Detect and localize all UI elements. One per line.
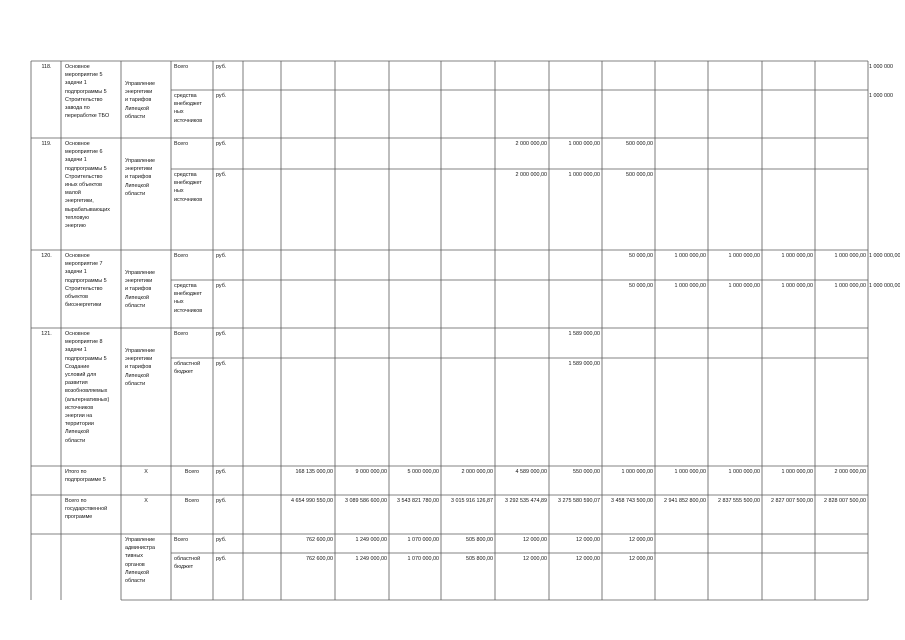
- row-executor: Управление энергетики и тарифов Липецкой области: [125, 270, 155, 309]
- amount-cell: 505 800,00: [466, 556, 493, 562]
- row-number: 121.: [41, 331, 52, 337]
- subtotal-amount: 2 000 000,00: [834, 469, 866, 475]
- subtotal-amount: 9 000 000,00: [355, 469, 387, 475]
- unit: руб.: [216, 361, 227, 367]
- amount-cell: 1 249 000,00: [355, 537, 387, 543]
- subtotal-amount: 1 000 000,00: [674, 469, 706, 475]
- row-number: 119.: [41, 141, 52, 147]
- subtotal-amount: 1 000 000,00: [621, 469, 653, 475]
- total-amount: 4 654 990 550,00: [291, 498, 333, 504]
- funding-source: Всего: [174, 537, 189, 543]
- subtotal-amount: 4 589 000,00: [515, 469, 547, 475]
- amount-cell: 12 000,00: [629, 537, 653, 543]
- amount-cell: 12 000,00: [523, 556, 547, 562]
- row-number: 118.: [41, 64, 52, 70]
- total-amount: 2 941 852 800,00: [664, 498, 706, 504]
- amount-cell: 1 000 000,00: [834, 283, 866, 289]
- subtotal-source: Всего: [184, 469, 200, 475]
- funding-source: Всего: [174, 64, 189, 70]
- amount-cell: 1 000 000,00: [674, 283, 706, 289]
- subtotal-amount: 2 000 000,00: [461, 469, 493, 475]
- amount-cell: 505 800,00: [466, 537, 493, 543]
- unit: руб.: [216, 172, 227, 178]
- amount-cell: 762 600,00: [306, 537, 333, 543]
- funding-source: областной бюджет: [174, 361, 201, 376]
- amount-cell: 50 000,00: [629, 253, 653, 259]
- amount-cell: 1 000 000,00: [834, 253, 866, 259]
- amount-cell: 1 070 000,00: [407, 537, 439, 543]
- unit: руб.: [216, 283, 227, 289]
- amount-cell: 1 000 000,00: [728, 283, 760, 289]
- amount-cell: 2 000 000,00: [515, 172, 547, 178]
- unit: руб.: [216, 93, 227, 99]
- total-amount: 2 827 007 500,00: [771, 498, 813, 504]
- funding-source: средства внебюджет ных источников: [174, 93, 203, 124]
- funding-source: Всего: [174, 141, 189, 147]
- amount-cell: 500 000,00: [626, 141, 653, 147]
- amount-cell: 1 589 000,00: [568, 331, 600, 337]
- amount-cell: 1 070 000,00: [407, 556, 439, 562]
- total-amount: 3 543 821 780,00: [397, 498, 439, 504]
- unit: руб.: [216, 331, 227, 337]
- row-executor: Управление энергетики и тарифов Липецкой области: [125, 81, 155, 120]
- row-executor: Управление энергетики и тарифов Липецкой области: [125, 158, 155, 197]
- row-title: Основное мероприятие 6 задачи 1 подпрограммы 5 Строительство иных объектов малой энергетики, вырабатывающих тепловую энергию: [65, 141, 110, 230]
- funding-source: Всего: [174, 253, 189, 259]
- unit: руб.: [216, 556, 227, 562]
- subtotal-amount: 5 000 000,00: [407, 469, 439, 475]
- amount-cell: 1 000 000,00: [781, 253, 813, 259]
- funding-source: областной бюджет: [174, 556, 201, 571]
- unit: руб.: [216, 537, 227, 543]
- row-title: Основное мероприятие 8 задачи 1 подпрограммы 5 Создание условий для развития возобновляемых (альтернативных) источников энергии на территории Липецкой области: [65, 331, 110, 444]
- total-executor: Х: [144, 498, 148, 504]
- unit: руб.: [216, 253, 227, 259]
- amount-cell: 1 000 000: [869, 64, 893, 70]
- row-number: 120.: [41, 253, 52, 259]
- row-executor: Управление энергетики и тарифов Липецкой области: [125, 348, 155, 387]
- subtotal-executor: Х: [144, 469, 148, 475]
- total-title: Всего по государственной программе: [65, 498, 108, 521]
- total-amount: 2 828 007 500,00: [824, 498, 866, 504]
- amount-cell: 12 000,00: [523, 537, 547, 543]
- amount-cell: 12 000,00: [576, 537, 600, 543]
- amount-cell: 1 000 000: [869, 93, 893, 99]
- total-amount: 3 089 586 600,00: [345, 498, 387, 504]
- total-amount: 3 292 535 474,89: [505, 498, 547, 504]
- total-amount: 3 275 580 590,07: [558, 498, 600, 504]
- amount-cell: 1 000 000,00: [728, 253, 760, 259]
- amount-cell: 50 000,00: [629, 283, 653, 289]
- amount-cell: 2 000 000,00: [515, 141, 547, 147]
- unit: руб.: [216, 141, 227, 147]
- total-amount: 2 837 555 500,00: [718, 498, 760, 504]
- amount-cell: 1 000 000,00: [781, 283, 813, 289]
- row-title: Основное мероприятие 5 задачи 1 подпрограммы 5 Строительство завода по переработке ТБО: [65, 64, 110, 120]
- amount-cell: 1 000 000,00: [568, 141, 600, 147]
- total-amount: 3 015 916 126,87: [451, 498, 493, 504]
- amount-cell: 1 000 000,00: [869, 283, 901, 289]
- subtotal-amount: 168 135 000,00: [295, 469, 333, 475]
- row-title: Основное мероприятие 7 задачи 1 подпрограммы 5 Строительство объектов биоэнергетики: [65, 253, 107, 309]
- total-unit: руб.: [216, 498, 227, 504]
- subtotal-amount: 550 000,00: [573, 469, 600, 475]
- amount-cell: 12 000,00: [576, 556, 600, 562]
- amount-cell: 1 589 000,00: [568, 361, 600, 367]
- funding-source: средства внебюджет ных источников: [174, 172, 203, 203]
- amount-cell: 1 249 000,00: [355, 556, 387, 562]
- total-amount: 3 458 743 500,00: [611, 498, 653, 504]
- subtotal-amount: 1 000 000,00: [728, 469, 760, 475]
- subtotal-unit: руб.: [216, 469, 227, 475]
- amount-cell: 1 000 000,00: [568, 172, 600, 178]
- subtotal-title: Итого по подпрограмме 5: [65, 469, 106, 484]
- amount-cell: 12 000,00: [629, 556, 653, 562]
- subtotal-amount: 1 000 000,00: [781, 469, 813, 475]
- funding-source: средства внебюджет ных источников: [174, 283, 203, 314]
- funding-source: Всего: [174, 331, 189, 337]
- amount-cell: 500 000,00: [626, 172, 653, 178]
- amount-cell: 1 000 000,00: [674, 253, 706, 259]
- total-source: Всего: [184, 498, 200, 504]
- amount-cell: 762 600,00: [306, 556, 333, 562]
- amount-cell: 1 000 000,00: [869, 253, 901, 259]
- admin-executor: Управление администра тивных органов Липецкой области: [125, 537, 156, 585]
- unit: руб.: [216, 64, 227, 70]
